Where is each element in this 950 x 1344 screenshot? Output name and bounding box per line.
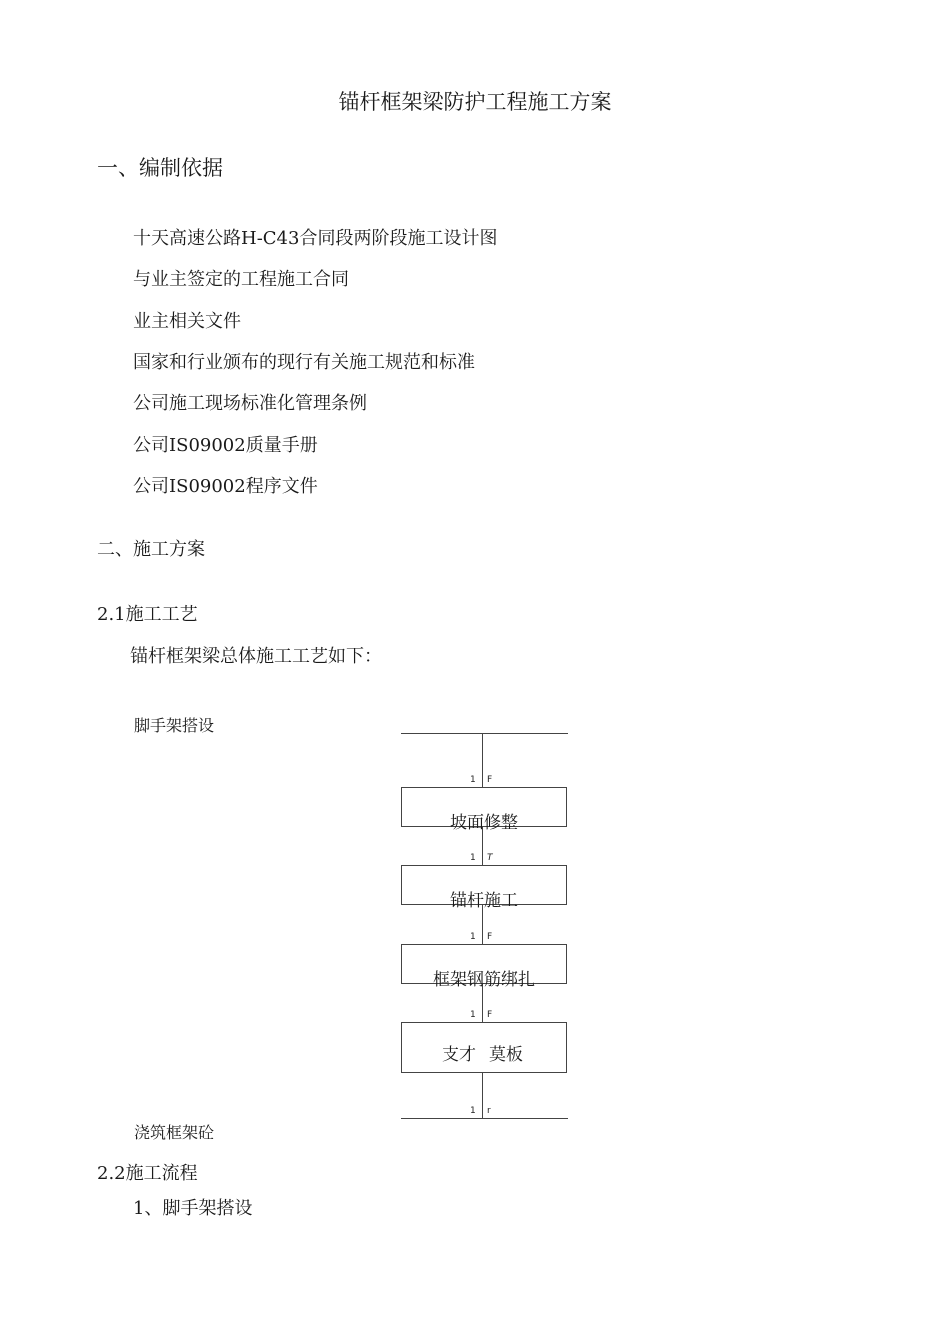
basis-item: 公司施工现场标准化管理条例 <box>133 393 367 414</box>
flow-mark: 1 <box>470 932 476 942</box>
flow-bottom-line <box>401 1118 568 1119</box>
flow-top-line <box>401 733 568 734</box>
flow-mark: 1 <box>470 853 476 863</box>
procedure-step: 1、脚手架搭设 <box>133 1198 253 1219</box>
flow-mark: 1 <box>470 1010 476 1020</box>
basis-item: 国家和行业颁布的现行有关施工规范和标准 <box>133 352 475 373</box>
flow-box-label: 锚杆施工 <box>450 891 518 911</box>
flow-box-label-left: 支才 <box>442 1045 476 1065</box>
flow-box-rebar <box>401 944 567 990</box>
flow-mark: F <box>487 1010 493 1020</box>
flow-box-label: 坡面修整 <box>450 813 518 833</box>
basis-item: 业主相关文件 <box>133 311 241 332</box>
document-title: 锚杆框架梁防护工程施工方案 <box>338 90 612 114</box>
basis-item: 十天高速公路H-C43合同段两阶段施工设计图 <box>133 228 498 249</box>
flow-mark: 1 <box>470 775 476 785</box>
flow-mark: T <box>487 853 493 863</box>
subsection-heading-process: 2.1施工工艺 <box>97 604 198 625</box>
section-heading-basis: 一、编制依据 <box>97 156 223 180</box>
section-heading-plan: 二、施工方案 <box>97 539 205 560</box>
flow-box-label: 框架钢筋绑扎 <box>433 970 535 990</box>
basis-item: 公司IS09002质量手册 <box>133 435 318 456</box>
process-intro: 锚杆框架梁总体施工工艺如下： <box>130 646 382 667</box>
subsection-heading-procedure: 2.2施工流程 <box>97 1163 198 1184</box>
basis-item: 公司IS09002程序文件 <box>133 476 318 497</box>
flow-mark: 1 <box>470 1106 476 1116</box>
flow-mark: F <box>487 775 493 785</box>
flow-box-anchor <box>401 865 567 911</box>
flow-mark: r <box>487 1106 491 1116</box>
flow-box-formwork <box>401 1022 567 1073</box>
basis-item: 与业主签定的工程施工合同 <box>133 269 349 290</box>
flow-box-label-right: 莫板 <box>489 1045 523 1065</box>
flow-end-label: 浇筑框架砼 <box>134 1123 215 1142</box>
flow-mark: F <box>487 932 493 942</box>
flow-box-slope-trim <box>401 787 567 833</box>
flow-start-label: 脚手架搭设 <box>134 716 215 735</box>
